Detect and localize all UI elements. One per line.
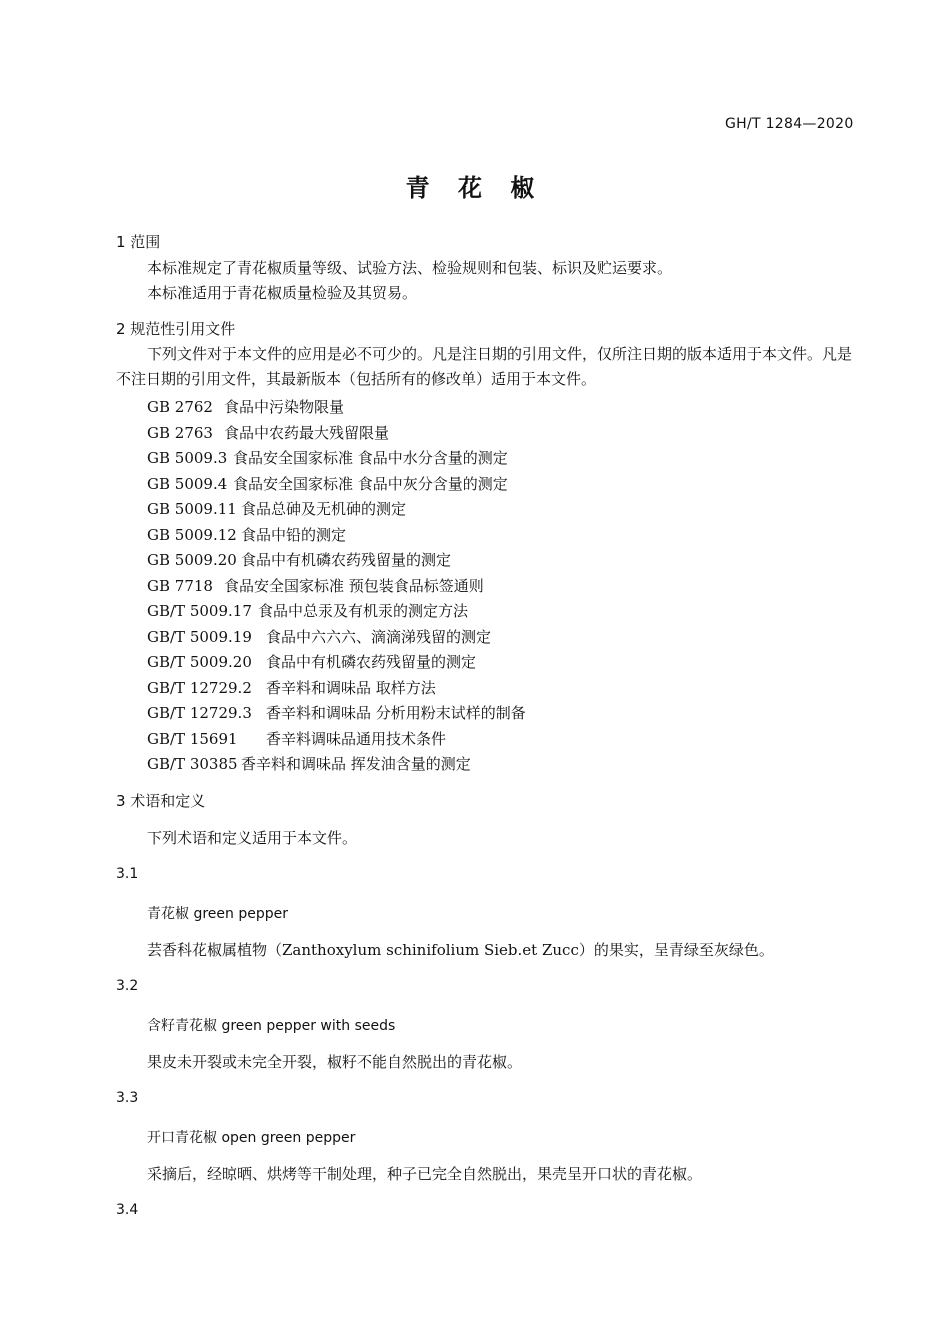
reference-title: 食品中污染物限量: [224, 398, 345, 416]
reference-item: [147, 575, 484, 596]
reference-title: 食品安全国家标准 食品中水分含量的测定: [233, 449, 508, 467]
section-1-paragraph: 本标准规定了青花椒质量等级、试验方法、检验规则和包装、标识及贮运要求。: [147, 259, 673, 277]
reference-code: GB/T 12729.3: [147, 704, 252, 722]
reference-title: 香辛料和调味品 挥发油含量的测定: [241, 755, 471, 773]
reference-item: [147, 447, 508, 468]
reference-title: 食品中农药最大残留限量: [224, 424, 390, 442]
term-name: 含籽青花椒 green pepper with seeds: [147, 1018, 396, 1034]
section-3-intro: 下列术语和定义适用于本文件。: [147, 829, 358, 847]
reference-item: [147, 549, 451, 570]
term-definition: 采摘后，经晾晒、烘烤等干制处理，种子已完全自然脱出，果壳呈开口状的青花椒。: [147, 1165, 703, 1183]
reference-item: [147, 651, 476, 672]
reference-item: [147, 524, 346, 545]
section-1-heading: 1 范围: [116, 233, 161, 251]
reference-title: 食品安全国家标准 预包装食品标签通则: [224, 577, 484, 595]
term-name: 开口青花椒 open green pepper: [147, 1130, 356, 1146]
section-3-heading: 3 术语和定义: [116, 792, 206, 810]
reference-code: GB/T 12729.2: [147, 679, 252, 697]
section-1-paragraph: 本标准适用于青花椒质量检验及其贸易。: [147, 284, 418, 302]
reference-title: 食品中铅的测定: [241, 526, 347, 544]
standard-number: GH/T 1284—2020: [725, 116, 854, 132]
section-2-intro: 下列文件对于本文件的应用是必不可少的。凡是注日期的引用文件，仅所注日期的版本适用于本文件。凡是不注日期的引用文件，其最新版本（包括所有的修改单）适用于本文件。: [116, 345, 853, 388]
reference-item: [147, 702, 526, 723]
term-number: 3.2: [116, 978, 139, 994]
reference-item: [147, 600, 468, 621]
reference-item: [147, 753, 471, 774]
reference-title: 香辛料和调味品 分析用粉末试样的制备: [266, 704, 526, 722]
reference-title: 香辛料和调味品 取样方法: [266, 679, 436, 697]
reference-code: GB 2762: [147, 398, 213, 416]
page-title: 青 花 椒: [405, 174, 545, 202]
reference-code: GB 5009.3: [147, 449, 228, 467]
term-number: 3.4: [116, 1202, 139, 1218]
reference-item: [147, 473, 508, 494]
reference-code: GB 7718: [147, 577, 213, 595]
reference-title: 食品中六六六、滴滴涕残留的测定: [266, 628, 492, 646]
reference-code: GB 5009.11: [147, 500, 237, 518]
reference-title: 食品中有机磷农药残留量的测定: [241, 551, 452, 569]
reference-title: 食品中有机磷农药残留量的测定: [266, 653, 477, 671]
reference-item: [147, 728, 446, 749]
term-definition: 果皮未开裂或未完全开裂，椒籽不能自然脱出的青花椒。: [147, 1053, 523, 1071]
reference-code: GB/T 5009.20: [147, 653, 252, 671]
reference-item: [147, 498, 406, 519]
reference-code: GB 5009.4: [147, 475, 228, 493]
reference-code: GB/T 5009.17: [147, 602, 252, 620]
reference-title: 香辛料调味品通用技术条件: [266, 730, 447, 748]
reference-code: GB/T 5009.19: [147, 628, 252, 646]
term-number: 3.3: [116, 1090, 139, 1106]
reference-title: 食品安全国家标准 食品中灰分含量的测定: [233, 475, 508, 493]
reference-item: [147, 396, 344, 417]
reference-code: GB 5009.12: [147, 526, 237, 544]
term-number: 3.1: [116, 866, 139, 882]
reference-title: 食品中总汞及有机汞的测定方法: [258, 602, 469, 620]
term-definition: 芸香科花椒属植物（Zanthoxylum schinifolium Sieb.et Zucc）的果实，呈青绿至灰绿色。: [147, 941, 774, 959]
reference-item: [147, 677, 436, 698]
reference-code: GB 2763: [147, 424, 213, 442]
reference-title: 食品总砷及无机砷的测定: [241, 500, 407, 518]
reference-item: [147, 422, 389, 443]
reference-code: GB/T 15691: [147, 730, 238, 748]
reference-code: GB 5009.20: [147, 551, 237, 569]
section-2-heading: 2 规范性引用文件: [116, 320, 236, 338]
reference-item: [147, 626, 491, 647]
reference-code: GB/T 30385: [147, 755, 238, 773]
term-name: 青花椒 green pepper: [147, 906, 288, 922]
